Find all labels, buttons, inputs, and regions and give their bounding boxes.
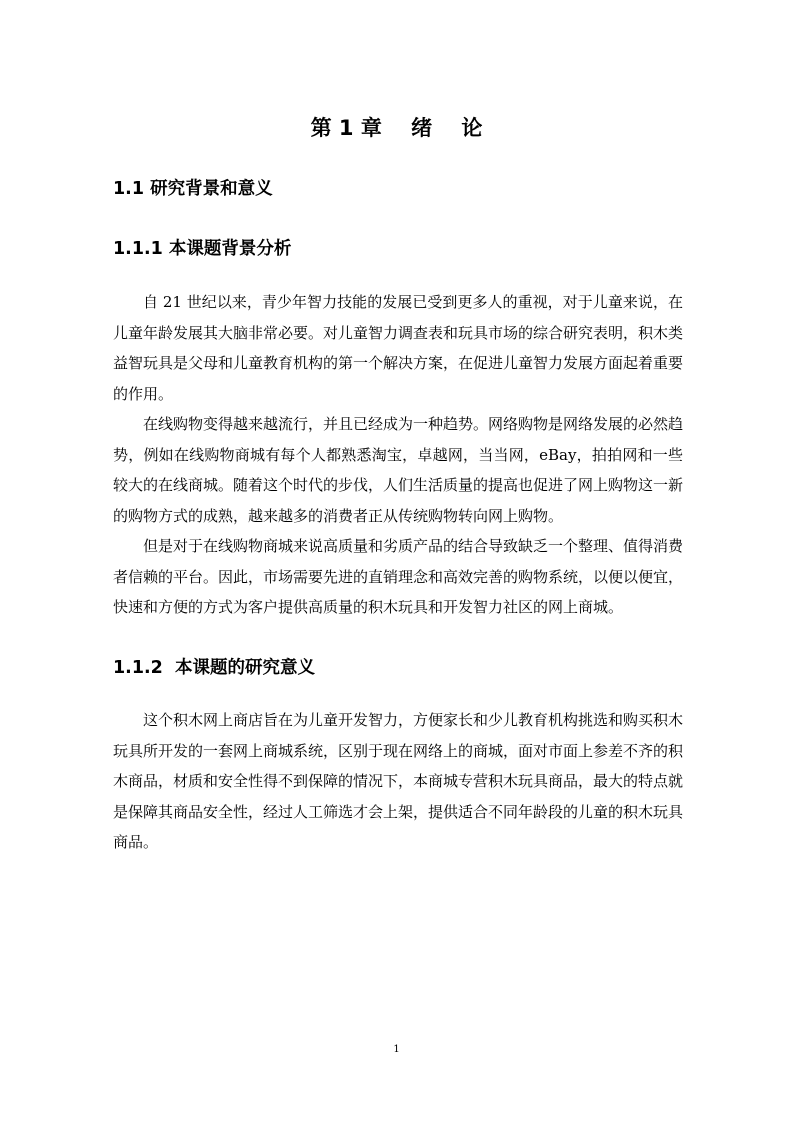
paragraph: 在线购物变得越来越流行，并且已经成为一种趋势。网络购物是网络发展的必然趋势，例如在线购物商城有每个人都熟悉淘宝，卓越网，当当网，eBay，拍拍网和一些较大的在线商城。随着这个时代的步伐，人们生活质量的提高也促进了网上购物这一新的购物方式的成熟，越来越多的消费者正从传统购物转向网上购物。 <box>113 415 684 525</box>
paragraph: 但是对于在线购物商城来说高质量和劣质产品的结合导致缺乏一个整理、值得消费者信赖的平台。因此，市场需要先进的直销理念和高效完善的购物系统，以便以便宜，快速和方便的方式为客户提供高质量的积木玩具和开发智力社区的网上商城。 <box>113 537 684 616</box>
page-number: 1 <box>393 1044 400 1055</box>
section-heading-1-1-1: 1.1.1 本课题背景分析 <box>113 239 292 259</box>
section-1-1-1-body <box>113 287 683 623</box>
section-heading-1-1-2: 1.1.2 本课题的研究意义 <box>113 658 316 678</box>
section-1-1-2-body <box>113 705 683 858</box>
paragraph: 这个积木网上商店旨在为儿童开发智力，方便家长和少儿教育机构挑选和购买积木玩具所开发的一套网上商城系统，区别于现在网络上的商城，面对市面上参差不齐的积木商品，材质和安全性得不到保障的情况下，本商城专营积木玩具商品，最大的特点就是保障其商品安全性，经过人工筛选才会上架，提供适合不同年龄段的儿童的积木玩具商品。 <box>113 711 684 851</box>
section-heading-1-1: 1.1 研究背景和意义 <box>113 179 273 199</box>
paragraph: 自 21 世纪以来，青少年智力技能的发展已受到更多人的重视，对于儿童来说，在儿童年龄发展其大脑非常必要。对儿童智力调查表和玩具市场的综合研究表明，积木类益智玩具是父母和儿童教育机构的第一个解决方案，在促进儿童智力发展方面起着重要的作用。 <box>113 293 684 403</box>
chapter-title: 第 1 章 绪 论 <box>310 116 483 140</box>
